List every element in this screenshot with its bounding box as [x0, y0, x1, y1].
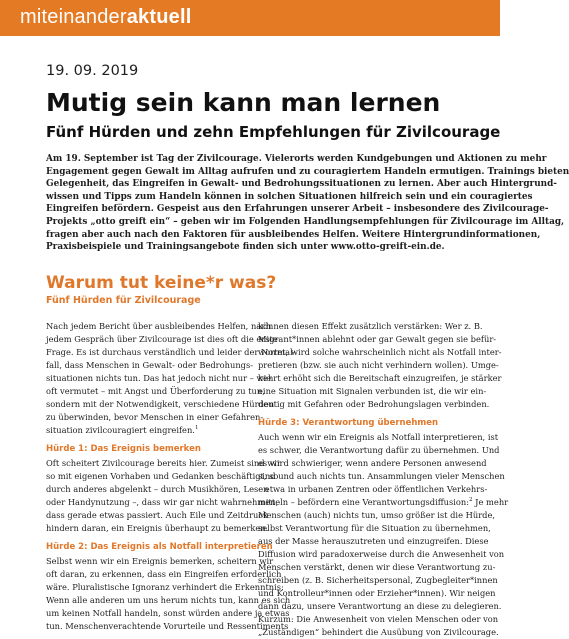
hurdle-3-line-tail: Je mehr — [472, 497, 509, 507]
hurdle-3-line: es wird schwieriger, wenn andere Personen anwesend — [258, 458, 487, 468]
brand-logo — [20, 6, 191, 29]
article-date: 19. 09. 2019 — [46, 63, 139, 79]
hurdle-2-line: tun. Menschenverachtende Vorurteile und Ressentiments — [46, 621, 289, 631]
footnote-ref-2[interactable]: 2 — [469, 497, 473, 504]
hurdle-1-line: dass gerade etwas passiert. Auch Eile und Zeitdruck — [46, 510, 268, 520]
hurdle-3-line: „Zuständigen“ behindert die Ausübung von Zivilcourage. — [258, 627, 499, 637]
intro-line: situationen nichts tun. Das hat jedoch nicht nur – wie — [46, 373, 272, 383]
lead-line: Projekts „otto greift ein“ – geben wir im Folgenden Handlungsempfehlungen für Zivilcourage im Alltag, — [46, 216, 565, 227]
hurdle-3-line: Menschen (auch) nichts tun, umso größer ist die Hürde, — [258, 510, 496, 520]
hurdle-1-line: so mit eigenen Vorhaben und Gedanken beschäftigt, so — [46, 471, 279, 481]
hurdle-3-line: – etwa in urbanen Zentren oder öffentlichen Verkehrs- — [258, 484, 488, 494]
hurdle-3-line-footnote — [258, 496, 509, 509]
hurdle-2-line: wäre. Pluralistische Ignoranz verhindert die Erkenntnis: — [46, 582, 284, 592]
right-line: kehrt erhöht sich die Bereitschaft einzugreifen, je stärker — [258, 373, 502, 383]
article-subtitle: Fünf Hürden und zehn Empfehlungen für Zivilcourage — [46, 123, 501, 141]
hurdle-3-line: und Kontrolleur*innen oder Erzieher*innen). Wir neigen — [258, 588, 496, 598]
lead-line: Engagement gegen Gewalt im Alltag aufrufen und zu couragiertem Handeln ermutigen. Trainings bieten — [46, 166, 569, 177]
hurdle-3-heading: Hürde 3: Verantwortung übernehmen — [258, 418, 439, 428]
lead-line: Gelegenheit, das Eingreifen in Gewalt- und Bedrohungssituationen zu lernen. Aber auch Hintergrund- — [46, 179, 557, 190]
intro-line: fall, dass Menschen in Gewalt- oder Bedrohungs- — [46, 360, 254, 370]
hurdle-1-line: hindern daran, ein Ereignis überhaupt zu bemerken. — [46, 523, 269, 533]
intro-line-last — [46, 424, 248, 437]
lead-line: wissen und Tipps zum Handeln können in solchen Situationen hilfreich sein und ein couragiertes — [46, 191, 533, 202]
right-line: wortet, wird solche wahrscheinlich nicht als Notfall inter- — [258, 347, 502, 357]
hurdle-3-line: aus der Masse herauszutreten und einzugreifen. Diese — [258, 536, 489, 546]
hurdle-3-line: Diffusion wird paradoxerweise durch die Anwesenheit von — [258, 549, 505, 559]
brand-light: miteinander — [20, 6, 127, 28]
intro-line: zu überwinden, bevor Menschen in einer Gefahren- — [46, 412, 264, 422]
right-line: pretieren (bzw. sie auch nicht verhindern wollen). Umge- — [258, 360, 499, 370]
right-line: können diesen Effekt zusätzlich verstärken: Wer z. B. — [258, 321, 483, 331]
hurdle-1-line: durch anderes abgelenkt – durch Musikhören, Lesen — [46, 484, 269, 494]
column-right — [258, 320, 509, 639]
hurdle-2-line: Selbst wenn wir ein Ereignis bemerken, scheitern wir — [46, 556, 274, 566]
hurdle-3-line: dann dazu, unsere Verantwortung an diese zu delegieren. — [258, 601, 502, 611]
hurdle-1-line: oder Handynutzung –, dass wir gar nicht wahrnehmen, — [46, 497, 279, 507]
article-title: Mutig sein kann man lernen — [46, 88, 441, 117]
hurdle-3-line: sind und auch nichts tun. Ansammlungen vieler Menschen — [258, 471, 505, 481]
column-left — [46, 320, 296, 633]
intro-line: Nach jedem Bericht über ausbleibendes Helfen, nach — [46, 321, 272, 331]
hurdle-3-line: es schwer, die Verantwortung dafür zu übernehmen. Und — [258, 445, 500, 455]
hurdle-2-line: um keinen Notfall handeln, sonst würden andere ja etwas — [46, 608, 290, 618]
hurdle-1-heading: Hürde 1: Das Ereignis bemerken — [46, 444, 201, 454]
section-subheading: Fünf Hürden für Zivilcourage — [46, 295, 201, 306]
lead-line: Eingreifen befördern. Gespeist aus den Erfahrungen unserer Arbeit – insbesondere des Zivilcourage- — [46, 204, 549, 215]
lead-line: Am 19. September ist Tag der Zivilcourage. Vielerorts werden Kundgebungen und Aktionen zu mehr — [46, 154, 547, 164]
hurdle-1-line: Oft scheitert Zivilcourage bereits hier. Zumeist sind wir — [46, 458, 281, 468]
hurdle-3-line: Kurzum: Die Anwesenheit von vielen Menschen oder von — [258, 614, 499, 624]
right-line: deutig mit Gefahren oder Bedrohungslagen verbinden. — [258, 399, 490, 409]
article-lead — [46, 153, 569, 254]
footnote-ref-1[interactable]: 1 — [194, 425, 199, 432]
hurdle-2-heading: Hürde 2: Das Ereignis als Notfall interpretieren — [46, 542, 273, 552]
intro-line: jedem Gespräch über Zivilcourage ist dies oft die erste — [46, 334, 278, 344]
intro-line: sondern mit der Notwendigkeit, verschiedene Hürden — [46, 399, 275, 409]
intro-line-text: situation zivilcouragiert eingreifen. — [46, 425, 195, 435]
lead-line: Praxisbeispiele und Trainingsangebote finden sich unter www.otto-greift-ein.de. — [46, 242, 445, 253]
hurdle-3-line: Menschen verstärkt, denen wir diese Verantwortung zu- — [258, 562, 496, 572]
hurdle-2-line: Wenn alle anderen um uns herum nichts tun, kann es sich — [46, 595, 291, 605]
hurdle-3-line: Auch wenn wir ein Ereignis als Notfall interpretieren, ist — [258, 432, 499, 442]
right-line: eine Situation mit Signalen verbunden ist, die wir ein- — [258, 386, 487, 396]
hurdle-3-line: schreiben (z. B. Sicherheitspersonal, Zugbegleiter*innen — [258, 575, 498, 585]
lead-line: fragen aber auch nach den Faktoren für ausbleibendes Helfen. Weitere Hintergrundinformationen, — [46, 229, 541, 240]
intro-line: Frage. Es ist durchaus verständlich und leider der Normal- — [46, 347, 296, 357]
section-heading: Warum tut keine*r was? — [46, 273, 277, 293]
hurdle-3-line: selbst Verantwortung für die Situation zu übernehmen, — [258, 523, 491, 533]
hurdle-2-line: oft daran, zu erkennen, dass ein Eingreifen erforderlich — [46, 569, 282, 579]
hurdle-3-line-text: mitteln – befördern eine Verantwortungsdiffusion: — [258, 497, 470, 507]
intro-line: oft vermutet – mit Angst und Überforderung zu tun, — [46, 386, 265, 396]
header-banner — [0, 0, 500, 36]
right-line: Migrant*innen ablehnt oder gar Gewalt gegen sie befür- — [258, 334, 497, 344]
brand-bold: aktuell — [126, 6, 192, 28]
